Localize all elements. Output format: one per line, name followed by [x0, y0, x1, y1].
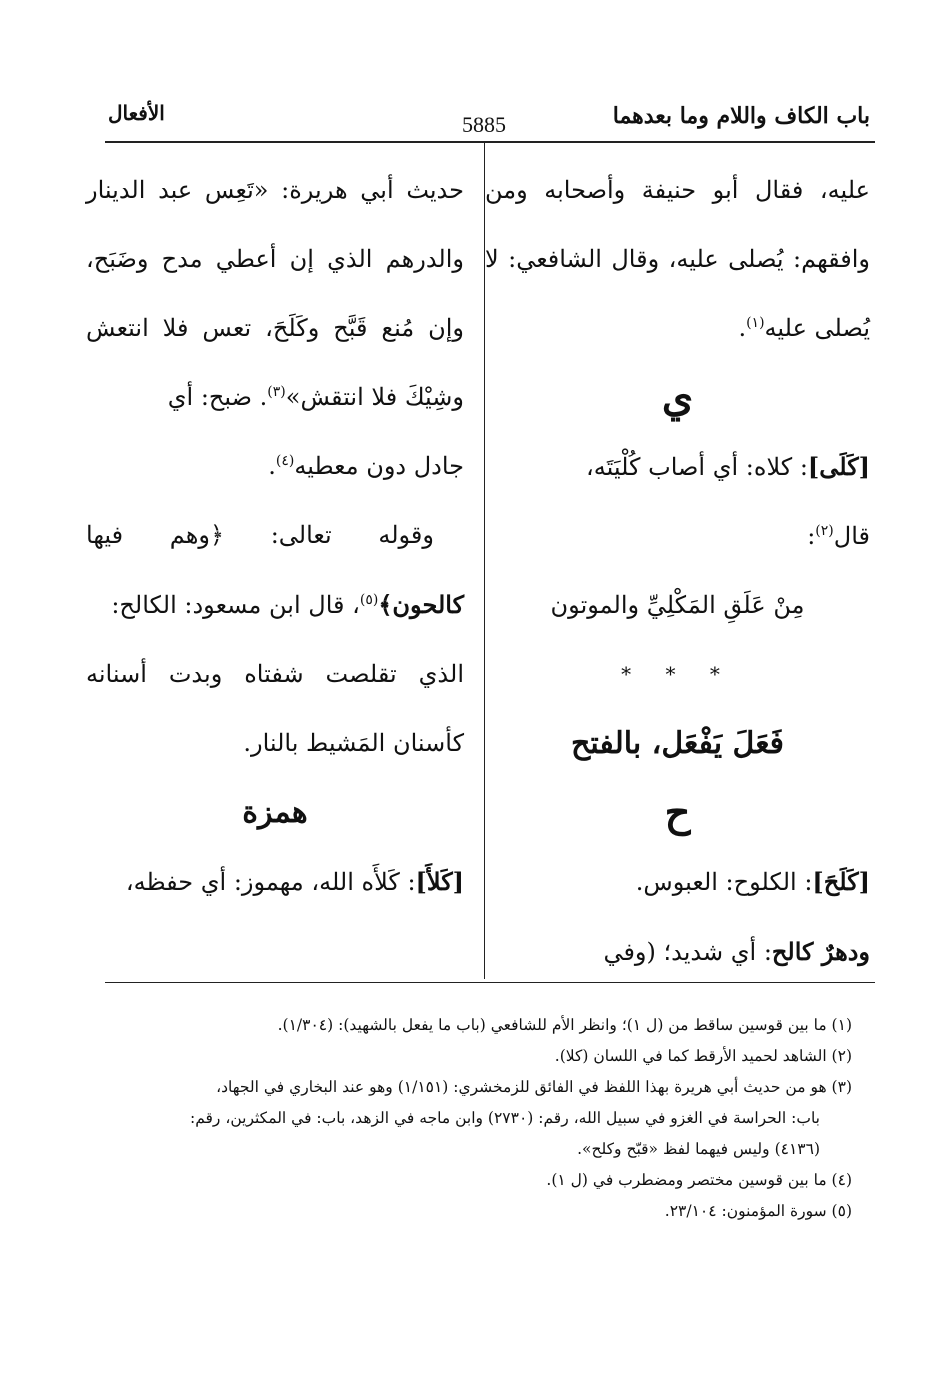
footnote: (١) ما بين قوسين ساقط من (ل ١)؛ وانظر الأم للشافعي (باب ما يفعل بالشهيد): (١/٣٠٤). — [277, 1016, 852, 1034]
quran-word: كالحون﴾ — [378, 590, 464, 619]
footnote: (٣) هو من حديث أبي هريرة بهذا اللفظ في الفائق للزمخشري: (١/١٥١) وهو عند البخاري في الجهاد، — [216, 1078, 852, 1096]
footnote: (٥) سورة المؤمنون: ٢٣/١٠٤. — [664, 1202, 852, 1220]
right-column — [485, 156, 870, 987]
text-line: وقوله تعالى: ﴿وهم فيها — [86, 521, 434, 549]
page-number: 5885 — [462, 112, 506, 137]
text-span: . ضبح: أي — [167, 383, 268, 411]
text-line: عليه، فقال أبو حنيفة وأصحابه ومن — [485, 176, 870, 204]
footnote-ref: (٣) — [267, 384, 286, 400]
header-rule — [105, 141, 875, 143]
text-line — [86, 432, 464, 501]
text-span: وشِيْكَ فلا انتقش» — [285, 383, 464, 411]
entry-word: [كَلَى] — [807, 452, 870, 481]
text-span: . — [738, 314, 747, 342]
entry-line — [485, 432, 870, 502]
text-line — [485, 502, 870, 571]
text-line — [86, 363, 464, 432]
text-span: : — [807, 522, 816, 550]
text-line: الذي تقلصت شفتاه وبدت أسنانه — [86, 660, 464, 688]
text-line — [485, 294, 870, 363]
text-line — [86, 570, 464, 640]
text-line — [485, 917, 870, 987]
footnote-ref: (٢) — [815, 523, 834, 539]
poetry-verse: مِنْ عَلَقِ المَكْلِيِّ والموتون — [550, 591, 805, 619]
chapter-title: باب الكاف واللام وما بعدهما — [612, 103, 870, 129]
footnote-ref: (٤) — [275, 453, 295, 469]
text-span: قال — [833, 522, 870, 550]
footnote: (٤) ما بين قوسين مختصر ومضطرب في (ل ١). — [546, 1171, 852, 1189]
text-line: كأسنان المَشيط بالنار. — [243, 729, 464, 757]
text-span: يُصلى عليه — [764, 314, 870, 342]
letter-heading-ha: ح — [664, 789, 691, 836]
text-line: حديث أبي هريرة: «تَعِس عبد الدينار — [86, 176, 464, 204]
left-column — [86, 156, 464, 917]
footnote-rule — [105, 982, 875, 983]
text-span: . — [268, 452, 276, 480]
footnote-ref: (١) — [746, 315, 765, 331]
text-line: وإن مُنع قَبَّح وكَلَحَ، تعس فلا انتعش — [86, 314, 464, 342]
section-heading: فَعَلَ يَفْعَل، بالفتح — [570, 726, 785, 761]
entry-line — [86, 847, 464, 917]
entry-line — [485, 847, 870, 917]
entry-definition: : كلاه: أي أصاب كُلْيَتَه، — [586, 453, 808, 481]
text-span: جادل دون معطيه — [294, 452, 464, 480]
text-line: والدرهم الذي إن أعطي مدح وضَبَح، — [86, 245, 464, 273]
footnote-continuation: (٤١٣٦) وليس فيهما لفظ «قبّح وكلح». — [577, 1140, 820, 1158]
text-line: وافقهم: يُصلى عليه، وقال الشافعي: لا — [485, 245, 870, 273]
entry-word: [كَلَحَ] — [812, 867, 870, 896]
footnotes — [92, 1010, 852, 1227]
bold-phrase: ودهرٌ كالح — [771, 937, 870, 966]
text-span: : أي شديد؛ (وفي — [603, 938, 772, 966]
footnote: (٢) الشاهد لحميد الأرقط كما في اللسان (كلا). — [554, 1047, 852, 1065]
entry-definition: : الكلوح: العبوس. — [635, 868, 813, 896]
letter-heading-ya: ي — [661, 374, 694, 421]
footnote-continuation: باب: الحراسة في الغزو في سبيل الله، رقم: (٢٧٣٠) وابن ماجه في الزهد، باب: في المكثرين، رقم: — [189, 1109, 820, 1127]
entry-definition: : كَلأَه الله، مهموز: أي حفظه، — [125, 868, 416, 896]
text-span: ، قال ابن مسعود: الكالح: — [111, 591, 360, 619]
letter-heading-hamza: همزة — [242, 795, 308, 830]
entry-word: [كَلأَ] — [415, 867, 464, 896]
footnote-ref: (٥) — [359, 592, 379, 608]
section-title: الأفعال — [108, 101, 165, 125]
separator-stars: * * * — [621, 662, 734, 686]
